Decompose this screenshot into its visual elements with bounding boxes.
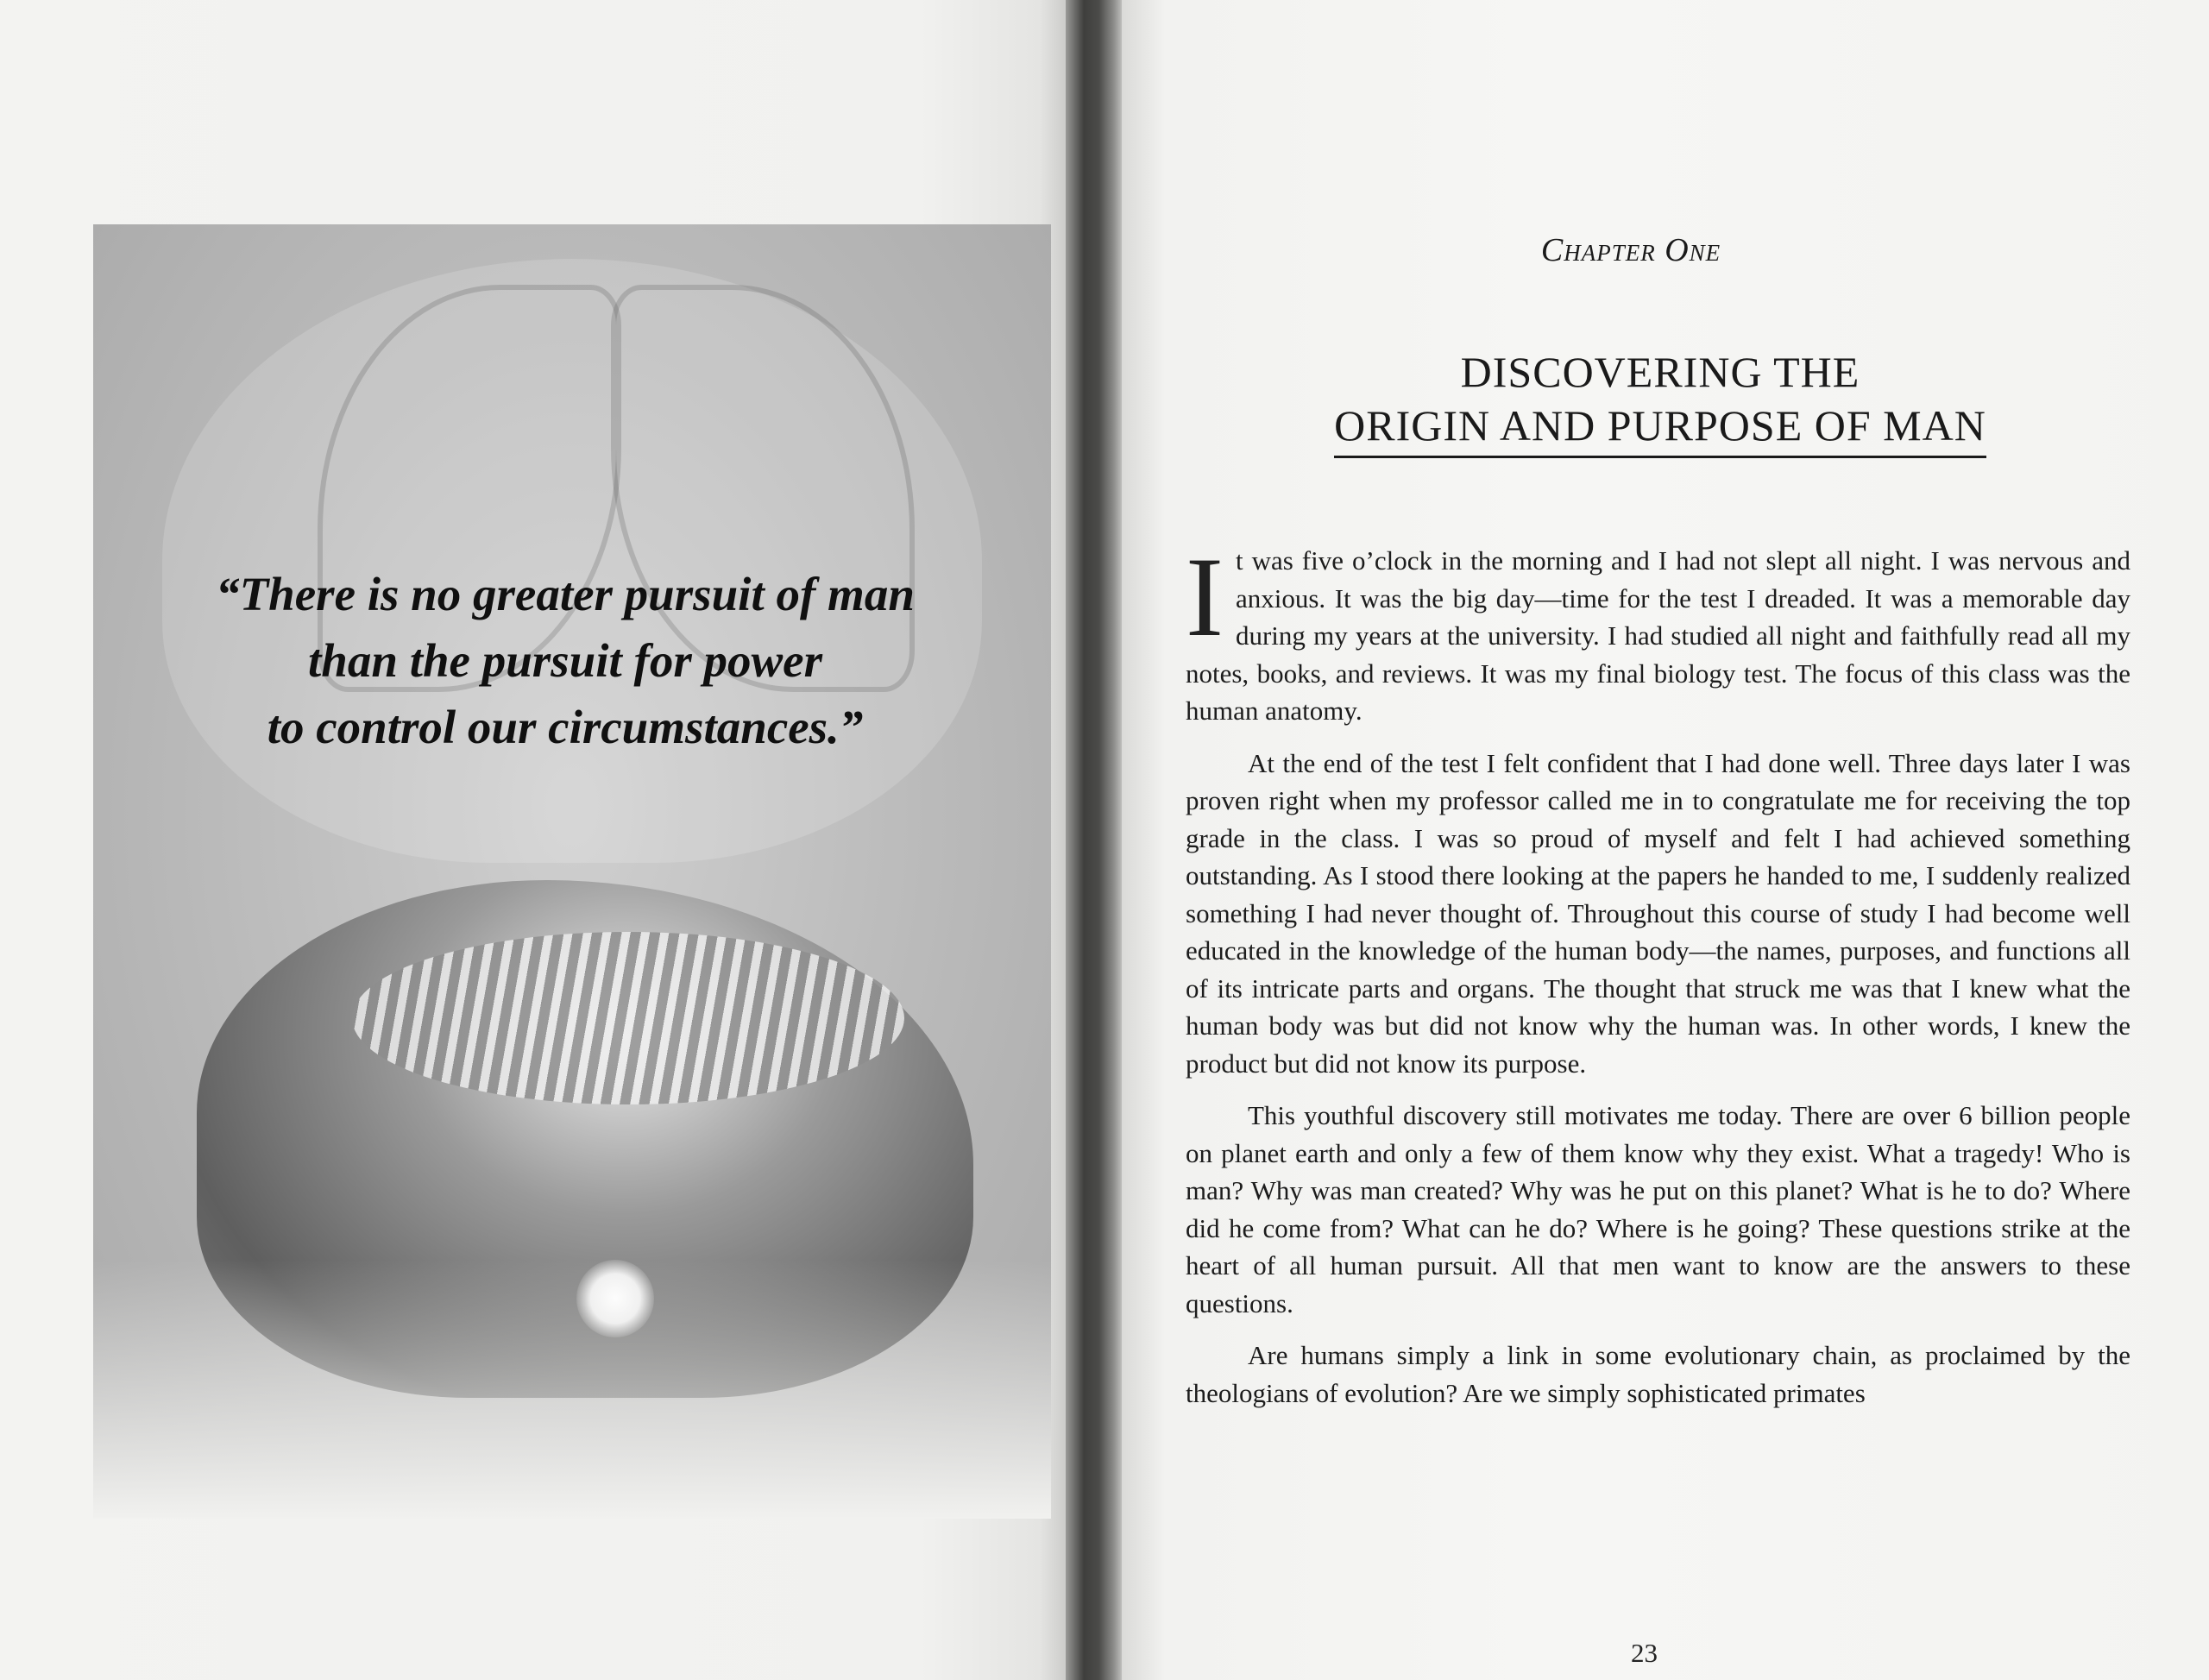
paragraph-1-text: t was five o’clock in the morning and I had not slept all night. I was nervous and anxious. It was the big day—time for the test I dreaded. It was a memorable day during my years at the university. I had studied all night and faithfully read all my notes, books, and reviews. It was my final biology test. The focus of this class was the human anatomy. <box>1186 545 2130 726</box>
shell-ridges <box>352 932 904 1104</box>
drop-cap: I <box>1186 533 1224 660</box>
chapter-title-line-1: DISCOVERING THE <box>1460 348 1860 396</box>
quote-line-1: “There is no greater pursuit of man <box>216 568 915 620</box>
chapter-body-text <box>1186 533 2130 1426</box>
page-number: 23 <box>1631 1638 1658 1668</box>
pull-quote <box>129 561 1001 760</box>
chapter-title <box>1281 345 2040 458</box>
quote-line-3: to control our circumstances.” <box>267 701 864 753</box>
paragraph-2: At the end of the test I felt confident that I had done well. Three days later I was proven right when my professor called me in to congratulate me for receiving the top grade in the class. I was so proud of myself and felt I had achieved something outstanding. As I stood there looking at the papers he handed to me, I suddenly realized something I had never thought of. Throughout this course of study I had become well educated in the knowledge of the human body—the names, purposes, and functions all of its intricate parts and organs. The thought that struck me was that I knew what the human body was but did not know why the human was. In other words, I knew the product but did not know its purpose. <box>1186 747 2130 1079</box>
paragraph-3: This youthful discovery still motivates me today. There are over 6 billion people on planet earth and only a few of them know why they exist. What a tragedy! Who is man? Why was man created? Why was he put on this planet? What is he to do? Where did he come from? What can he do? Where is he going? These questions strike at the heart of all human pursuit. All that men want to know are the answers to these questions. <box>1186 1100 2130 1318</box>
paragraph-4: Are humans simply a link in some evolutionary chain, as proclaimed by the theologians of evolution? Are we simply sophisticated primates <box>1186 1340 2130 1408</box>
map-and-shell-photo <box>93 224 1051 1519</box>
paragraph-1 <box>1186 533 2130 730</box>
photo-fade <box>93 1260 1051 1519</box>
chapter-label: Chapter One <box>1540 232 1721 268</box>
chapter-title-line-2: ORIGIN AND PURPOSE OF MAN <box>1334 399 1986 458</box>
quote-line-2: than the pursuit for power <box>307 634 822 687</box>
left-page <box>0 0 1083 1680</box>
